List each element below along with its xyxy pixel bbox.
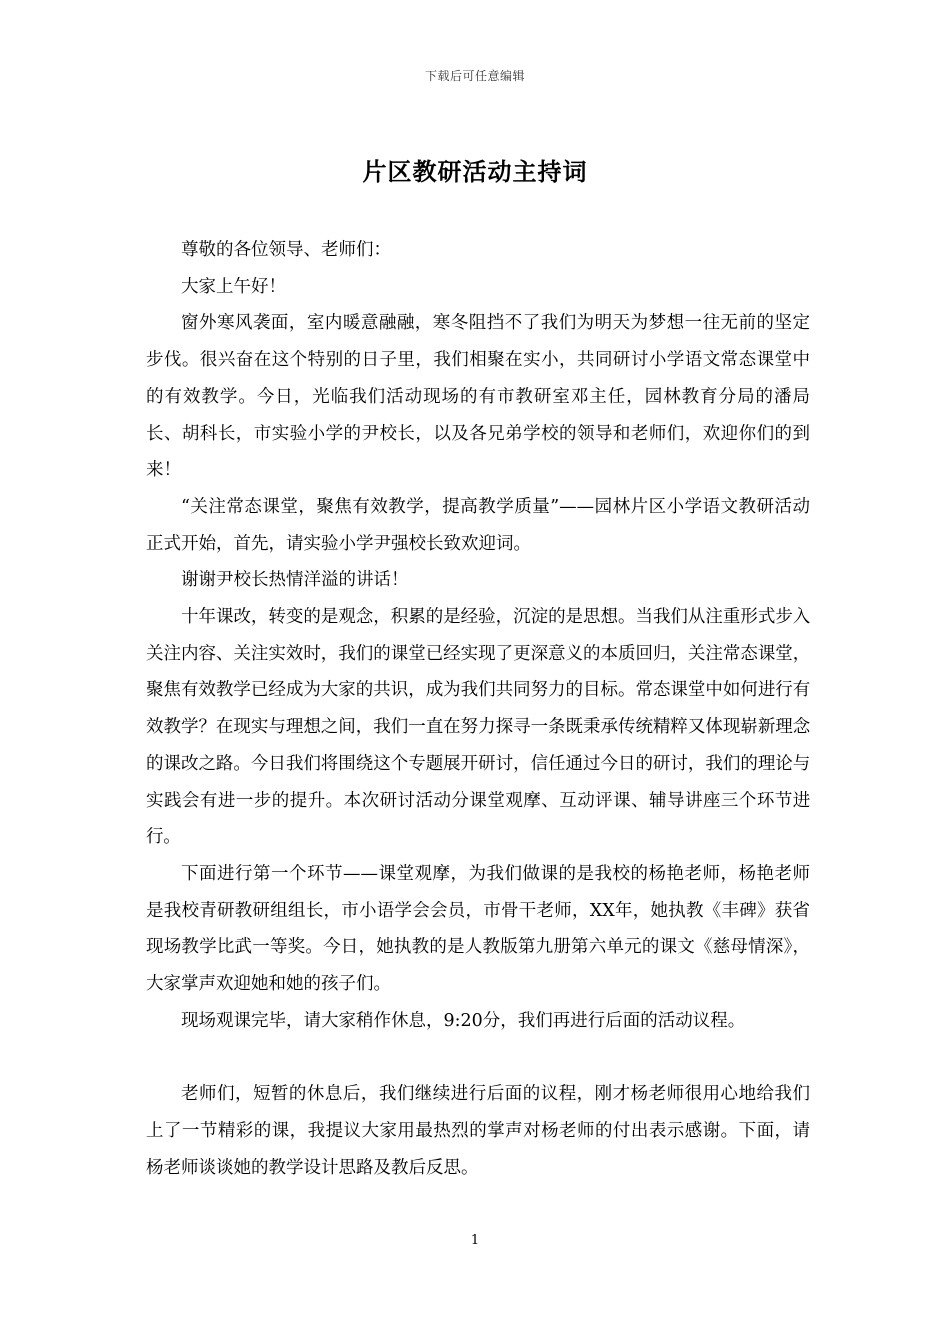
document-title: 片区教研活动主持词 [362,157,588,186]
paragraph-welcome: 窗外寒风袭面，室内暖意融融，寒冬阻挡不了我们为明天为梦想一往无前的坚定步伐。很兴奋在这个特别的日子里，我们相聚在实小，共同研讨小学语文常态课堂中的有效教学。今日，光临我们活动现场的有市教研室邓主任，园林教育分局的潘局长、胡科长，市实验小学的尹校长，以及各兄弟学校的领导和老师们，欢迎你们的到来！ [146,313,810,481]
document-body [146,232,810,1186]
header-note: 下载后可任意编辑 [424,69,525,83]
paragraph-reform: 十年课改，转变的是观念，积累的是经验，沉淀的是思想。当我们从注重形式步入关注内容、关注实效时，我们的课堂已经实现了更深意义的本质回归，关注常态课堂，聚焦有效教学已经成为大家的共识，成为我们共同努力的目标。常态课堂中如何进行有效教学？在现实与理想之间，我们一直在努力探寻一条既秉承传统精粹又体现崭新理念的课改之路。今日我们将围绕这个专题展开研讨，信任通过今日的研讨，我们的理论与实践会有进一步的提升。本次研讨活动分课堂观摩、互动评课、辅导讲座三个环节进行。 [146,607,810,848]
paragraph-good-morning: 大家上午好！ [181,276,286,297]
paragraph-lesson-observation: 下面进行第一个环节——课堂观摩，为我们做课的是我校的杨艳老师，杨艳老师是我校青研教研组组长，市小语学会会员，市骨干老师，XX年，她执教《丰碑》获省现场教学比武一等奖。今日，她执教的是人教版第九册第六单元的课文《慈母情深》，大家掌声欢迎她和她的孩子们。 [146,863,810,995]
paragraph-thanks: 谢谢尹校长热情洋溢的讲话！ [181,570,409,591]
paragraph-greeting: 尊敬的各位领导、老师们： [181,240,391,260]
paragraph-after-break: 老师们，短暂的休息后，我们继续进行后面的议程，刚才杨老师很用心地给我们上了一节精彩的课，我提议大家用最热烈的掌声对杨老师的付出表示感谢。下面，请杨老师谈谈她的教学设计思路及教后反思。 [146,1084,810,1178]
page-number: 1 [470,1233,480,1248]
blank-line [146,1039,810,1076]
paragraph-break: 现场观课完毕，请大家稍作休息，9:20分，我们再进行后面的活动议程。 [181,1010,746,1031]
paragraph-opening: “关注常态课堂，聚焦有效教学，提高教学质量”——园林片区小学语文教研活动正式开始，首先，请实验小学尹强校长致欢迎词。 [146,496,810,554]
